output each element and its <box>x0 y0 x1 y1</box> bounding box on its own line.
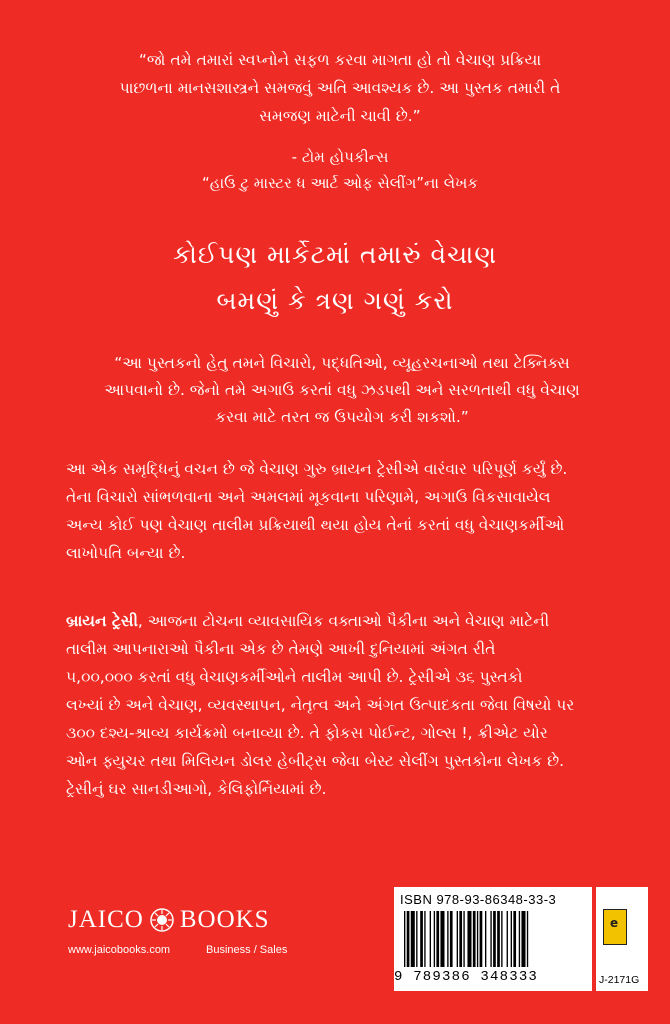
headline-line-2: બમણું કે ત્રણ ગણું કરો <box>216 286 454 315</box>
second-quote <box>82 350 602 431</box>
second-quote-line: આપવાનો છે. જેનો તમે અગાઉ કરતાં વધુ ઝડપથી અને સરળતાથી વધુ વેચાણ <box>104 381 580 399</box>
attribution-role: “હાઉ ટુ માસ્ટર ધ આર્ટ ઓફ સેલીંગ”ના લેખક <box>202 174 478 192</box>
attribution <box>60 144 620 196</box>
publisher-website: www.jaicobooks.com <box>68 944 171 956</box>
paragraph-line: તાલીમ આપનારાઓ પૈકીના એક છે તેમણે આખી દુનિયામાં અંગત રીતે <box>66 640 496 658</box>
attribution-name: - ટોમ હોપકીન્સ <box>291 148 389 166</box>
barcode-digits: 9 789386 348333 <box>394 969 539 985</box>
second-quote-line: “આ પુસ્તકનો હેતુ તમને વિચારો, પદ્ધતિઓ, વ્યૂહરચનાઓ તથા ટેક્નિક્સ <box>114 354 570 372</box>
second-quote-line: કરવા માટે તરત જ ઉપયોગ કરી શકશો.” <box>215 408 469 426</box>
publisher-logo <box>68 906 270 934</box>
book-code: J-2171G <box>599 974 640 986</box>
paragraph-line: અન્ય કોઈ પણ વેચાણ તાલીમ પ્રક્રિયાથી થયા હોય તેનાં કરતાં વધુ વેચાણકર્મીઓ <box>66 516 565 534</box>
barcode-bars <box>400 911 586 969</box>
promise-paragraph <box>66 455 626 567</box>
code-panel <box>596 887 648 991</box>
paragraph-line: આ એક સમૃદ્ધિનું વચન છે જે વેચાણ ગુરુ બ્રાયન ટ્રેસીએ વારંવાર પરિપૂર્ણ કર્યું છે. <box>66 460 568 478</box>
opening-quote-line: સમજણ માટેની ચાવી છે.” <box>259 107 421 125</box>
paragraph-line: ૫,૦૦,૦૦૦ કરતાં વધુ વેચાણકર્મીઓને તાલીમ આપી છે. ટ્રેસીએ ૩૬ પુસ્તકો <box>66 668 523 686</box>
isbn-label: ISBN 978-93-86348-33-3 <box>400 892 557 907</box>
publisher-name-left: JAICO <box>68 906 144 933</box>
opening-quote-line: “જો તમે તમારાં સ્વપ્નોને સફળ કરવા માગતા હો તો વેચાણ પ્રક્રિયા <box>138 51 542 69</box>
paragraph-line: તેના વિચારો સાંભળવાના અને અમલમાં મૂકવાના પરિણામે, અગાઉ વિકસાવાયેલ <box>66 488 551 506</box>
paragraph-line: લખ્યાં છે અને વેચાણ, વ્યવસ્થાપન, નેતૃત્વ અને અંગત ઉત્પાદકતા જેવા વિષયો પર <box>66 696 575 714</box>
paragraph-line: લાખોપતિ બન્યા છે. <box>66 544 186 562</box>
sun-emblem-icon <box>150 908 174 932</box>
opening-quote <box>60 46 620 130</box>
paragraph-line <box>66 607 626 635</box>
paragraph-line: ૩૦૦ દશ્ય-શ્રાવ્ય કાર્યક્રમો બનાવ્યા છે. તે ફોકસ પોઈન્ટ, ગોલ્સ !, ક્રીએટ યોર <box>66 724 548 742</box>
paragraph-line: ટ્રેસીનું ઘર સાનડીઆગો, કેલિફોર્નિયામાં છે. <box>66 780 327 798</box>
publisher-name-right: BOOKS <box>179 906 270 933</box>
headline-line-1: કોઈપણ માર્કેટમાં તમારું વેચાણ <box>173 240 497 269</box>
author-name: બ્રાયન ટ્રેસી <box>66 612 138 630</box>
barcode-panel <box>394 887 592 991</box>
ebook-available-icon <box>603 909 627 945</box>
headline <box>30 232 640 324</box>
bio-first-line: , આજના ટોચના વ્યાવસાયિક વક્તાઓ પૈકીના અને વેચાણ માટેની <box>137 612 550 630</box>
opening-quote-line: પાછળના માનસશાસ્ત્રને સમજવું અતિ આવશ્યક છે. આ પુસ્તક તમારી તે <box>119 79 561 97</box>
book-category: Business / Sales <box>206 944 288 956</box>
author-bio-paragraph <box>66 607 626 803</box>
paragraph-line: ઓન ફ્યુચર તથા મિલિયન ડોલર હેબીટ્સ જેવા બેસ્ટ સેલીંગ પુસ્તકોના લેખક છે. <box>66 752 565 770</box>
